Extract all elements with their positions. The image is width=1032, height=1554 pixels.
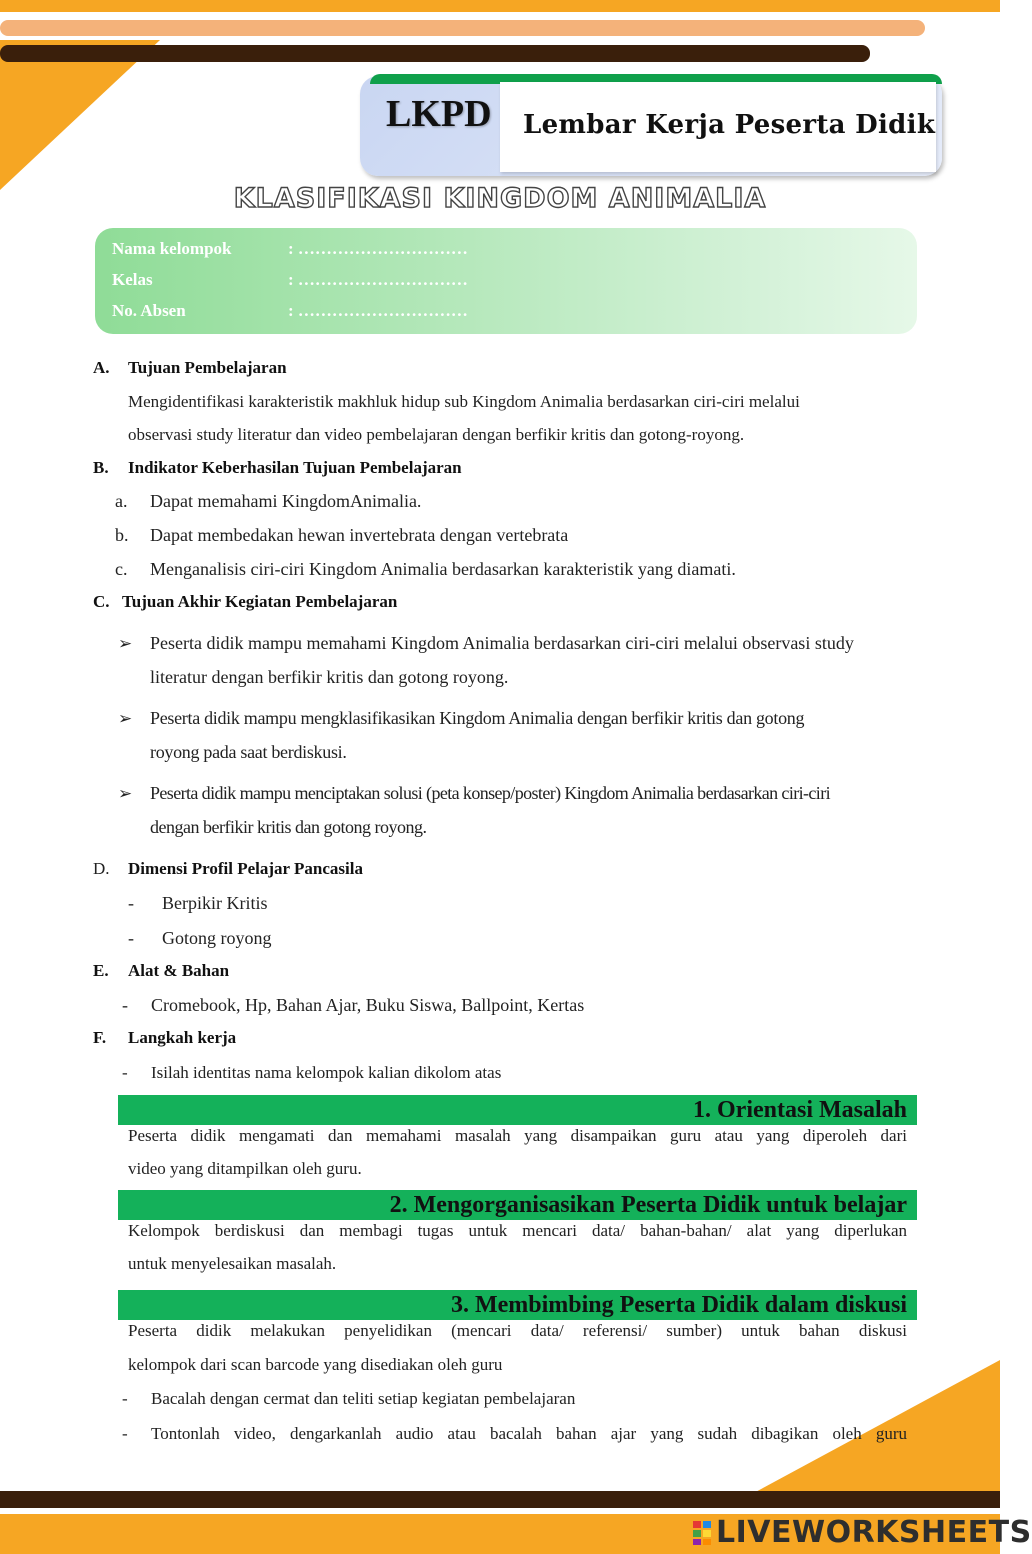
section-b-title: Indikator Keberhasilan Tujuan Pembelajaran [128,458,462,477]
tools-item: Cromebook, Hp, Bahan Ajar, Buku Siswa, Ballpoint, Kertas [151,995,585,1015]
identity-value-absen[interactable]: : ………………………… [288,301,468,320]
section-a-line-1: Mengidentifikasi karakteristik makhluk hidup sub Kingdom Animalia berdasarkan ciri-ciri melalui [128,392,800,411]
goal-item-line-2: royong pada saat berdiskusi. [150,742,347,762]
step-2-line-1: Kelompok berdiskusi dan membagi tugas untuk mencari data/ bahan-bahan/ alat yang diperlukan [128,1221,907,1240]
step-2-line-2: untuk menyelesaikan masalah. [128,1254,337,1273]
step-2-bar [118,1190,917,1220]
step-1-title: 1. Orientasi Masalah [693,1097,907,1123]
goal-item-line-2: dengan berfikir kritis dan gotong royong. [150,817,427,837]
dash-bullet: - [122,1389,128,1408]
section-e-letter: E. [93,961,109,980]
liveworksheets-logo[interactable]: LIVEWORKSHEETS [716,1515,1032,1550]
section-d-letter: D. [93,859,110,878]
identity-label-class: Kelas [112,270,153,289]
instruction-item: Tontonlah video, dengarkanlah audio atau bacalah bahan ajar yang sudah dibagikan oleh guru [151,1424,907,1443]
goal-item-line-1: Peserta didik mampu memahami Kingdom Animalia berdasarkan ciri-ciri melalui observasi study [150,633,854,653]
step-1-line-2: video yang ditampilkan oleh guru. [128,1159,362,1178]
arrow-bullet-icon: ➢ [118,709,133,728]
section-c-title: Tujuan Akhir Kegiatan Pembelajaran [122,592,398,611]
lkpd-badge: LKPD [386,93,492,135]
indicator-mark: b. [115,525,129,545]
step-item: Isilah identitas nama kelompok kalian dikolom atas [151,1063,502,1082]
step-3-line-1: Peserta didik melakukan penyelidikan (mencari data/ referensi/ sumber) untuk bahan diskusi [128,1321,907,1340]
section-f-title: Langkah kerja [128,1028,237,1047]
section-e-title: Alat & Bahan [128,961,230,980]
dash-bullet: - [122,995,128,1015]
step-1-line-1: Peserta didik mengamati dan memahami masalah yang disampaikan guru atau yang diperoleh dari [128,1126,907,1145]
section-c-letter: C. [93,592,110,611]
dash-bullet: - [128,928,134,948]
dash-bullet: - [122,1424,128,1443]
section-d-title: Dimensi Profil Pelajar Pancasila [128,859,363,878]
indicator-mark: c. [115,559,128,579]
header-subtitle: Lembar Kerja Peserta Didik [523,110,936,140]
section-b-letter: B. [93,458,109,477]
arrow-bullet-icon: ➢ [118,634,133,653]
section-f-letter: F. [93,1028,107,1047]
indicator-item: Menganalisis ciri-ciri Kingdom Animalia berdasarkan karakteristik yang diamati. [150,559,736,579]
goal-item-line-1: Peserta didik mampu menciptakan solusi (peta konsep/poster) Kingdom Animalia berdasarkan ciri-ciri [150,783,831,803]
liveworksheets-logo-icon [693,1521,711,1545]
section-a-letter: A. [93,358,110,377]
identity-label-absen: No. Absen [112,301,186,320]
indicator-mark: a. [115,491,128,511]
instruction-item: Bacalah dengan cermat dan teliti setiap kegiatan pembelajaran [151,1389,576,1408]
identity-value-class[interactable]: : ………………………… [288,270,468,289]
page-title: KLASIFIKASI KINGDOM ANIMALIA [233,183,767,214]
step-3-line-2: kelompok dari scan barcode yang disediakan oleh guru [128,1355,503,1374]
section-a-line-2: observasi study literatur dan video pembelajaran dengan berfikir kritis dan gotong-royong. [128,425,745,444]
indicator-item: Dapat memahami KingdomAnimalia. [150,491,422,511]
indicator-item: Dapat membedakan hewan invertebrata dengan vertebrata [150,525,569,545]
identity-value-group[interactable]: : ………………………… [288,239,468,258]
step-3-title: 3. Membimbing Peserta Didik dalam diskusi [450,1292,907,1318]
identity-label-group: Nama kelompok [112,239,232,258]
dash-bullet: - [128,893,134,913]
step-3-bar [118,1290,917,1320]
section-a-title: Tujuan Pembelajaran [128,358,287,377]
step-2-title: 2. Mengorganisasikan Peserta Didik untuk belajar [389,1192,907,1218]
step-1-bar [118,1095,917,1125]
dash-bullet: - [122,1063,128,1082]
arrow-bullet-icon: ➢ [118,784,133,803]
profile-item: Gotong royong [162,928,272,948]
goal-item-line-2: literatur dengan berfikir kritis dan gotong royong. [150,667,509,687]
profile-item: Berpikir Kritis [162,893,268,913]
goal-item-line-1: Peserta didik mampu mengklasifikasikan Kingdom Animalia dengan berfikir kritis dan gotong [150,708,805,728]
